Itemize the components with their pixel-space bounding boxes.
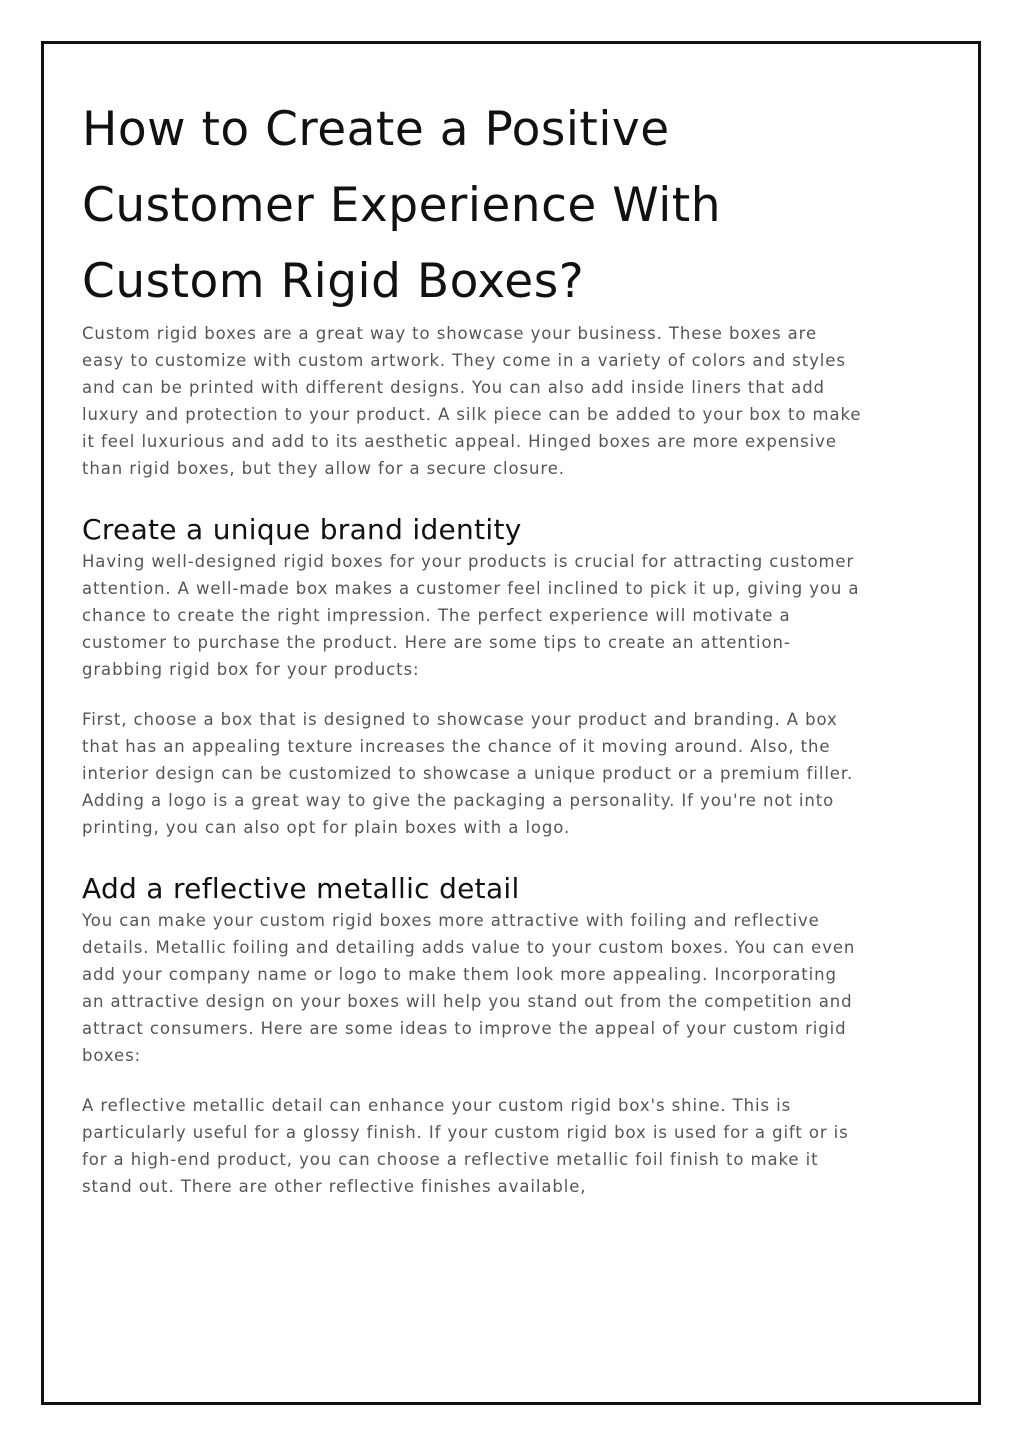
document-title: How to Create a Positive Customer Experience With Custom Rigid Boxes?: [82, 102, 721, 309]
section-heading-metallic-detail: Add a reflective metallic detail: [82, 872, 520, 905]
section-paragraph: Having well-designed rigid boxes for your products is crucial for attracting customer attention. A well-made box makes a customer feel inclined to pick it up, giving you a chance to create the right impression. The perfect experience will motivate a customer to purchase the product. Here are some tips to create an attention-grabbing rigid box for your products:: [82, 552, 860, 679]
document-content: [82, 92, 862, 1200]
section-paragraph: A reflective metallic detail can enhance your custom rigid box's shine. This is particularly useful for a glossy finish. If your custom rigid box is used for a gift or is for a high-end product, you can choose a reflective metallic foil finish to make it stand out. There are other reflective finishes available,: [82, 1096, 849, 1196]
section-paragraph: First, choose a box that is designed to showcase your product and branding. A box that has an appealing texture increases the chance of it moving around. Also, the interior design can be customized to showcase a unique product or a premium filler. Adding a logo is a great way to give the packaging a personality. If you're not into printing, you can also opt for plain boxes with a logo.: [82, 710, 854, 837]
section-paragraph: You can make your custom rigid boxes more attractive with foiling and reflective details. Metallic foiling and detailing adds value to your custom boxes. You can even add your company name or logo to make them look more appealing. Incorporating an attractive design on your boxes will help you stand out from the competition and attract consumers. Here are some ideas to improve the appeal of your custom rigid boxes:: [82, 911, 856, 1065]
section-heading-brand-identity: Create a unique brand identity: [82, 513, 522, 546]
intro-paragraph: Custom rigid boxes are a great way to showcase your business. These boxes are easy to customize with custom artwork. They come in a variety of colors and styles and can be printed with different designs. You can also add inside liners that add luxury and protection to your product. A silk piece can be added to your box to make it feel luxurious and add to its aesthetic appeal. Hinged boxes are more expensive than rigid boxes, but they allow for a secure closure.: [82, 324, 862, 478]
